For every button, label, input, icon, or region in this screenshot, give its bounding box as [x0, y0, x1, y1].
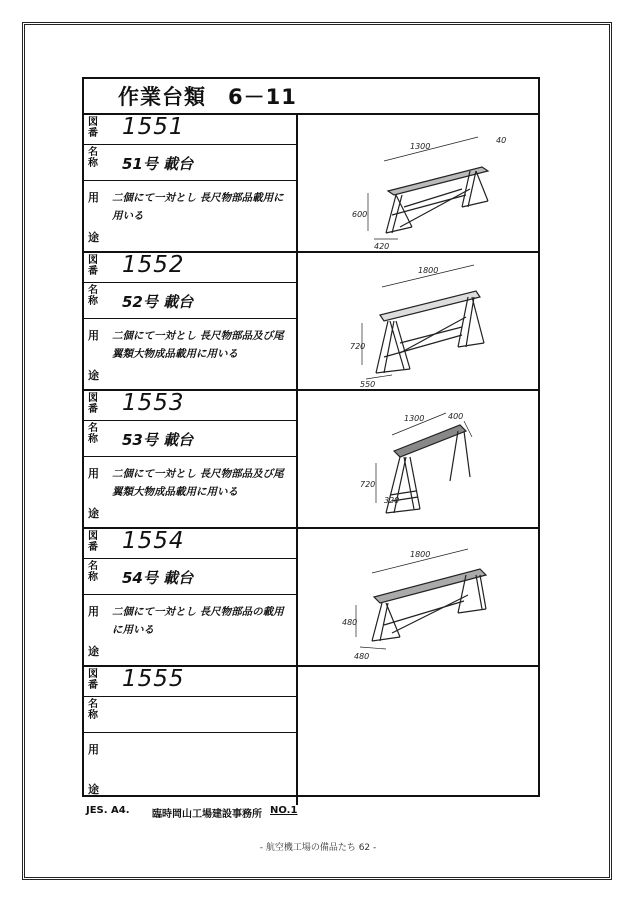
empty-drawing-area	[300, 667, 538, 803]
name-label: 名 称	[88, 423, 98, 445]
svg-text:40: 40	[496, 136, 507, 145]
use-label-top: 用	[88, 467, 99, 480]
number-label: 図 番	[88, 117, 98, 139]
svg-text:720: 720	[350, 342, 366, 351]
number-row	[84, 667, 296, 697]
stand-drawing-1551	[300, 115, 538, 251]
number-row	[84, 529, 296, 559]
catalog-sheet	[82, 77, 540, 797]
office-name: 臨時岡山工場建設事務所	[152, 809, 262, 820]
svg-text:720: 720	[360, 480, 376, 489]
item-name: 51号 載台	[122, 155, 194, 173]
name-row	[84, 559, 296, 595]
entry-1554	[84, 529, 538, 667]
name-label: 名 称	[88, 147, 98, 169]
name-label: 名 称	[88, 699, 98, 721]
stand-drawing-1554	[300, 529, 538, 665]
entry-1551	[84, 115, 538, 253]
name-row	[84, 421, 296, 457]
use-row	[84, 733, 296, 803]
use-label-top: 用	[88, 191, 99, 204]
drawing-number: 1551	[122, 114, 185, 140]
name-label: 名 称	[88, 561, 98, 583]
drawing-number: 1553	[122, 390, 185, 416]
name-row	[84, 283, 296, 319]
use-row	[84, 181, 296, 251]
svg-text:1800: 1800	[418, 266, 439, 275]
item-name: 52号 載台	[122, 293, 194, 311]
use-row	[84, 457, 296, 527]
item-name: 54号 載台	[122, 569, 194, 587]
svg-text:400: 400	[448, 412, 464, 421]
entry-1553	[84, 391, 538, 529]
svg-text:1800: 1800	[410, 550, 431, 559]
name-row	[84, 145, 296, 181]
trestle-sketch	[300, 391, 538, 527]
drawing-number: 1552	[122, 252, 185, 278]
number-label: 図 番	[88, 255, 98, 277]
use-label-top: 用	[88, 329, 99, 342]
name-row	[84, 697, 296, 733]
use-label-top: 用	[88, 743, 99, 756]
number-label: 図 番	[88, 393, 98, 415]
sheet-title: 作業台類 6－11	[84, 79, 538, 115]
item-use: 二個にて一対とし 長尺物部品載用に用いる	[112, 192, 284, 222]
use-label-bottom: 途	[88, 783, 99, 796]
use-label-bottom: 途	[88, 369, 99, 382]
entry-info	[84, 115, 298, 251]
use-label-bottom: 途	[88, 645, 99, 658]
number-row	[84, 391, 296, 421]
number-row	[84, 115, 296, 145]
item-use: 二個にて一対とし 長尺物部品及び尾翼類大物成品載用に用いる	[112, 330, 284, 360]
drawing-number: 1554	[122, 528, 185, 554]
sheet-number: NO.1	[270, 805, 298, 816]
svg-text:480: 480	[342, 618, 358, 627]
trestle-sketch	[300, 115, 538, 251]
item-name: 53号 載台	[122, 431, 194, 449]
trestle-sketch	[300, 253, 538, 389]
use-label-bottom: 途	[88, 507, 99, 520]
use-label-bottom: 途	[88, 231, 99, 244]
entry-1555	[84, 667, 538, 805]
svg-text:1300: 1300	[404, 414, 425, 423]
svg-text:480: 480	[354, 652, 370, 661]
svg-text:320: 320	[384, 496, 400, 505]
use-row	[84, 595, 296, 665]
drawing-number: 1555	[122, 666, 185, 692]
svg-text:600: 600	[352, 210, 368, 219]
entry-info	[84, 667, 298, 805]
use-label-top: 用	[88, 605, 99, 618]
page-caption: - 航空機工場の備品たち 62 -	[259, 843, 377, 853]
standard-code: JES. A4.	[86, 805, 130, 816]
number-label: 図 番	[88, 531, 98, 553]
stand-drawing-1553	[300, 391, 538, 527]
stand-drawing-1552	[300, 253, 538, 389]
svg-text:420: 420	[374, 242, 390, 251]
number-row	[84, 253, 296, 283]
number-label: 図 番	[88, 669, 98, 691]
trestle-sketch	[300, 529, 538, 665]
svg-text:550: 550	[360, 380, 376, 389]
name-label: 名 称	[88, 285, 98, 307]
use-row	[84, 319, 296, 389]
item-use: 二個にて一対とし 長尺物部品及び尾翼類大物成品載用に用いる	[112, 468, 284, 498]
item-use: 二個にて一対とし 長尺物部品の載用に用いる	[112, 606, 284, 636]
svg-text:1300: 1300	[410, 142, 431, 151]
entry-info	[84, 391, 298, 527]
entry-info	[84, 253, 298, 389]
entry-1552	[84, 253, 538, 391]
entry-info	[84, 529, 298, 665]
